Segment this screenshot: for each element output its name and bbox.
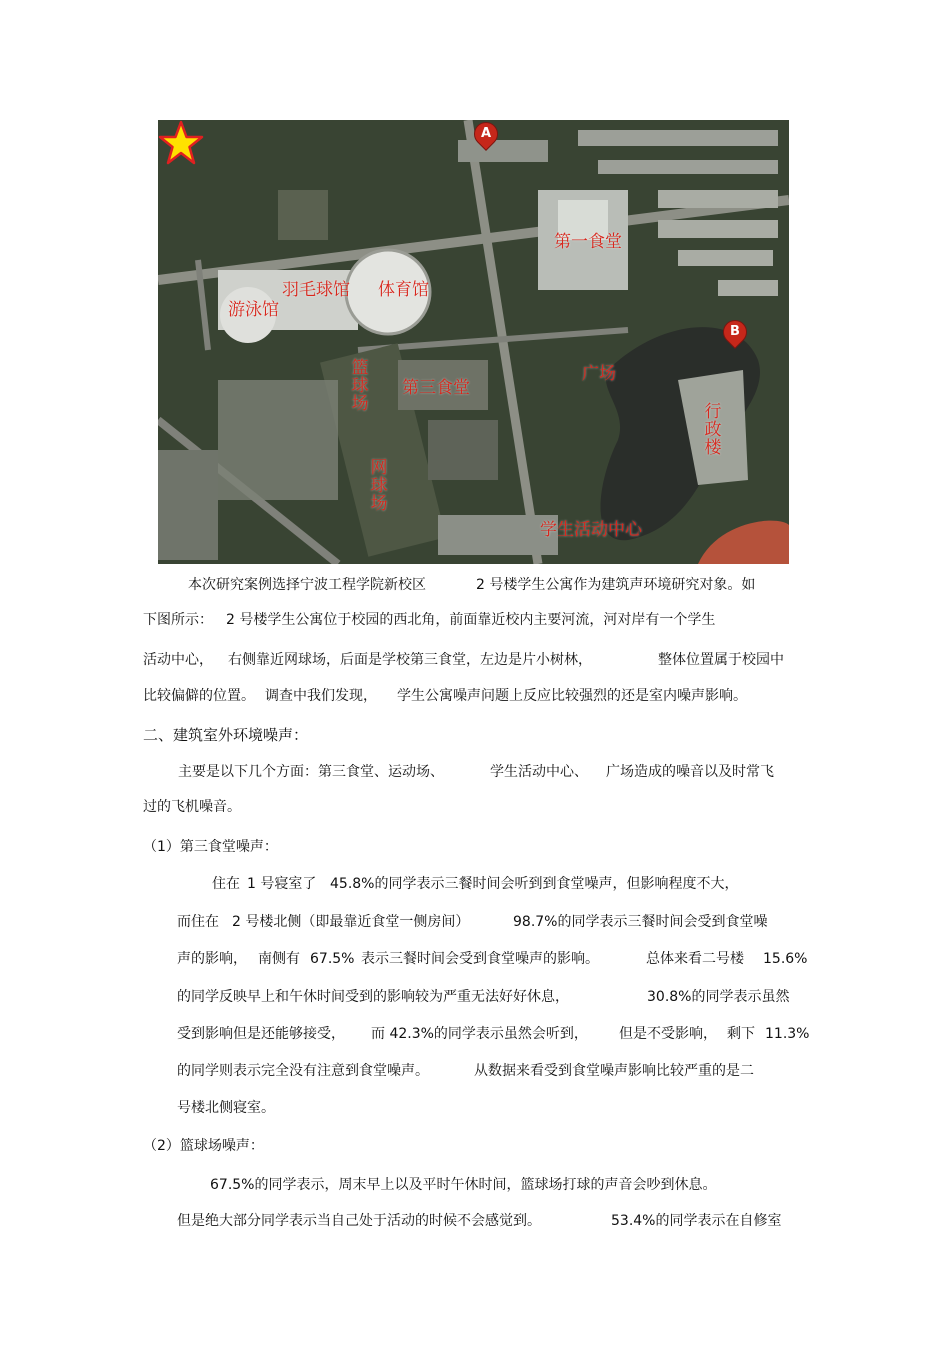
c1-line-3d: 表示三餐时间会受到食堂噪声的影响。 (361, 951, 599, 967)
c2-line-2b: 53.4%的同学表示在自修室 (611, 1213, 782, 1229)
intro-line-2a: 下图所示： (143, 612, 213, 628)
intro-line-1a: 本次研究案例选择宁波工程学院新校区 (188, 577, 426, 593)
intro-line-4b: 调查中我们发现， (265, 688, 377, 704)
map-label-tennis: 网球场 (370, 458, 388, 514)
map-label-basketball: 篮球场 (351, 358, 369, 414)
intro-line-4a: 比较偏僻的位置。 (143, 688, 255, 704)
c1-line-4b: 30.8%的同学表示虽然 (647, 989, 790, 1005)
c1-line-1b: 1 号寝室了 (247, 876, 317, 892)
map-pin-a-label: A (480, 126, 492, 141)
c1-line-2a: 而住在 (177, 914, 219, 930)
c1-line-3b: 南侧有 (258, 951, 300, 967)
map-label-gym: 体育馆 (378, 280, 429, 300)
c1-line-3a: 声的影响， (177, 951, 247, 967)
intro-line-1b: 2 号楼学生公寓作为建筑声环境研究对象。如 (476, 577, 756, 593)
c1-line-5e: 11.3% (765, 1026, 810, 1042)
intro-line-3a: 活动中心， (143, 652, 213, 668)
c1-line-2c: 98.7%的同学表示三餐时间会受到食堂噪 (513, 914, 768, 930)
campus-aerial-map (158, 120, 789, 564)
section-heading-outdoor-noise: 二、建筑室外环境噪声： (143, 726, 309, 744)
main-line-1b: 学生活动中心、 (490, 764, 588, 780)
c1-line-3f: 15.6% (763, 951, 808, 967)
map-label-canteen3: 第三食堂 (402, 378, 470, 398)
map-label-swimming: 游泳馆 (228, 300, 279, 320)
map-pin-b-label: B (730, 324, 740, 339)
c1-line-1c: 45.8%的同学表示三餐时间会听到到食堂噪声，但影响程度不大， (330, 876, 739, 892)
subheading-basketball-noise: （2）篮球场噪声： (143, 1138, 264, 1154)
map-label-student-center: 学生活动中心 (540, 520, 642, 540)
c1-line-5d: 剩下 (727, 1026, 755, 1042)
c1-line-6b: 从数据来看受到食堂噪声影响比较严重的是二 (474, 1063, 754, 1079)
map-background (158, 120, 789, 564)
c1-line-7: 号楼北侧寝室。 (177, 1100, 275, 1116)
intro-line-2b: 2 号楼学生公寓位于校园的西北角，前面靠近校内主要河流，河对岸有一个学生 (226, 612, 716, 628)
c2-line-2a: 但是绝大部分同学表示当自己处于活动的时候不会感觉到。 (177, 1213, 541, 1229)
main-line-1a: 主要是以下几个方面：第三食堂、运动场、 (178, 764, 444, 780)
map-label-badminton: 羽毛球馆 (282, 280, 350, 300)
intro-line-3c: 整体位置属于校园中 (658, 652, 784, 668)
c1-line-3c: 67.5% (310, 951, 355, 967)
map-label-building: 行政楼 (704, 402, 722, 458)
map-label-square: 广场 (582, 364, 616, 384)
star-marker-icon (158, 120, 204, 166)
c1-line-5a: 受到影响但是还能够接受， (177, 1026, 345, 1042)
map-label-canteen1: 第一食堂 (554, 232, 622, 252)
c1-line-4a: 的同学反映早上和午休时间受到的影响较为严重无法好好休息， (177, 989, 569, 1005)
intro-line-4c: 学生公寓噪声问题上反应比较强烈的还是室内噪声影响。 (397, 688, 747, 704)
c1-line-2b: 2 号楼北侧（即最靠近食堂一侧房间） (232, 914, 470, 930)
c1-line-5b: 而 42.3%的同学表示虽然会听到， (371, 1026, 588, 1042)
main-line-1c: 广场造成的噪音以及时常飞 (606, 764, 774, 780)
subheading-canteen-noise: （1）第三食堂噪声： (143, 839, 278, 855)
main-line-2: 过的飞机噪音。 (143, 799, 241, 815)
c2-line-1: 67.5%的同学表示，周末早上以及平时午休时间，篮球场打球的声音会吵到休息。 (210, 1177, 717, 1193)
intro-line-3b: 右侧靠近网球场，后面是学校第三食堂，左边是片小树林， (228, 652, 592, 668)
c1-line-6a: 的同学则表示完全没有注意到食堂噪声。 (177, 1063, 429, 1079)
c1-line-3e: 总体来看二号楼 (646, 951, 744, 967)
c1-line-5c: 但是不受影响， (619, 1026, 717, 1042)
c1-line-1a: 住在 (212, 876, 240, 892)
